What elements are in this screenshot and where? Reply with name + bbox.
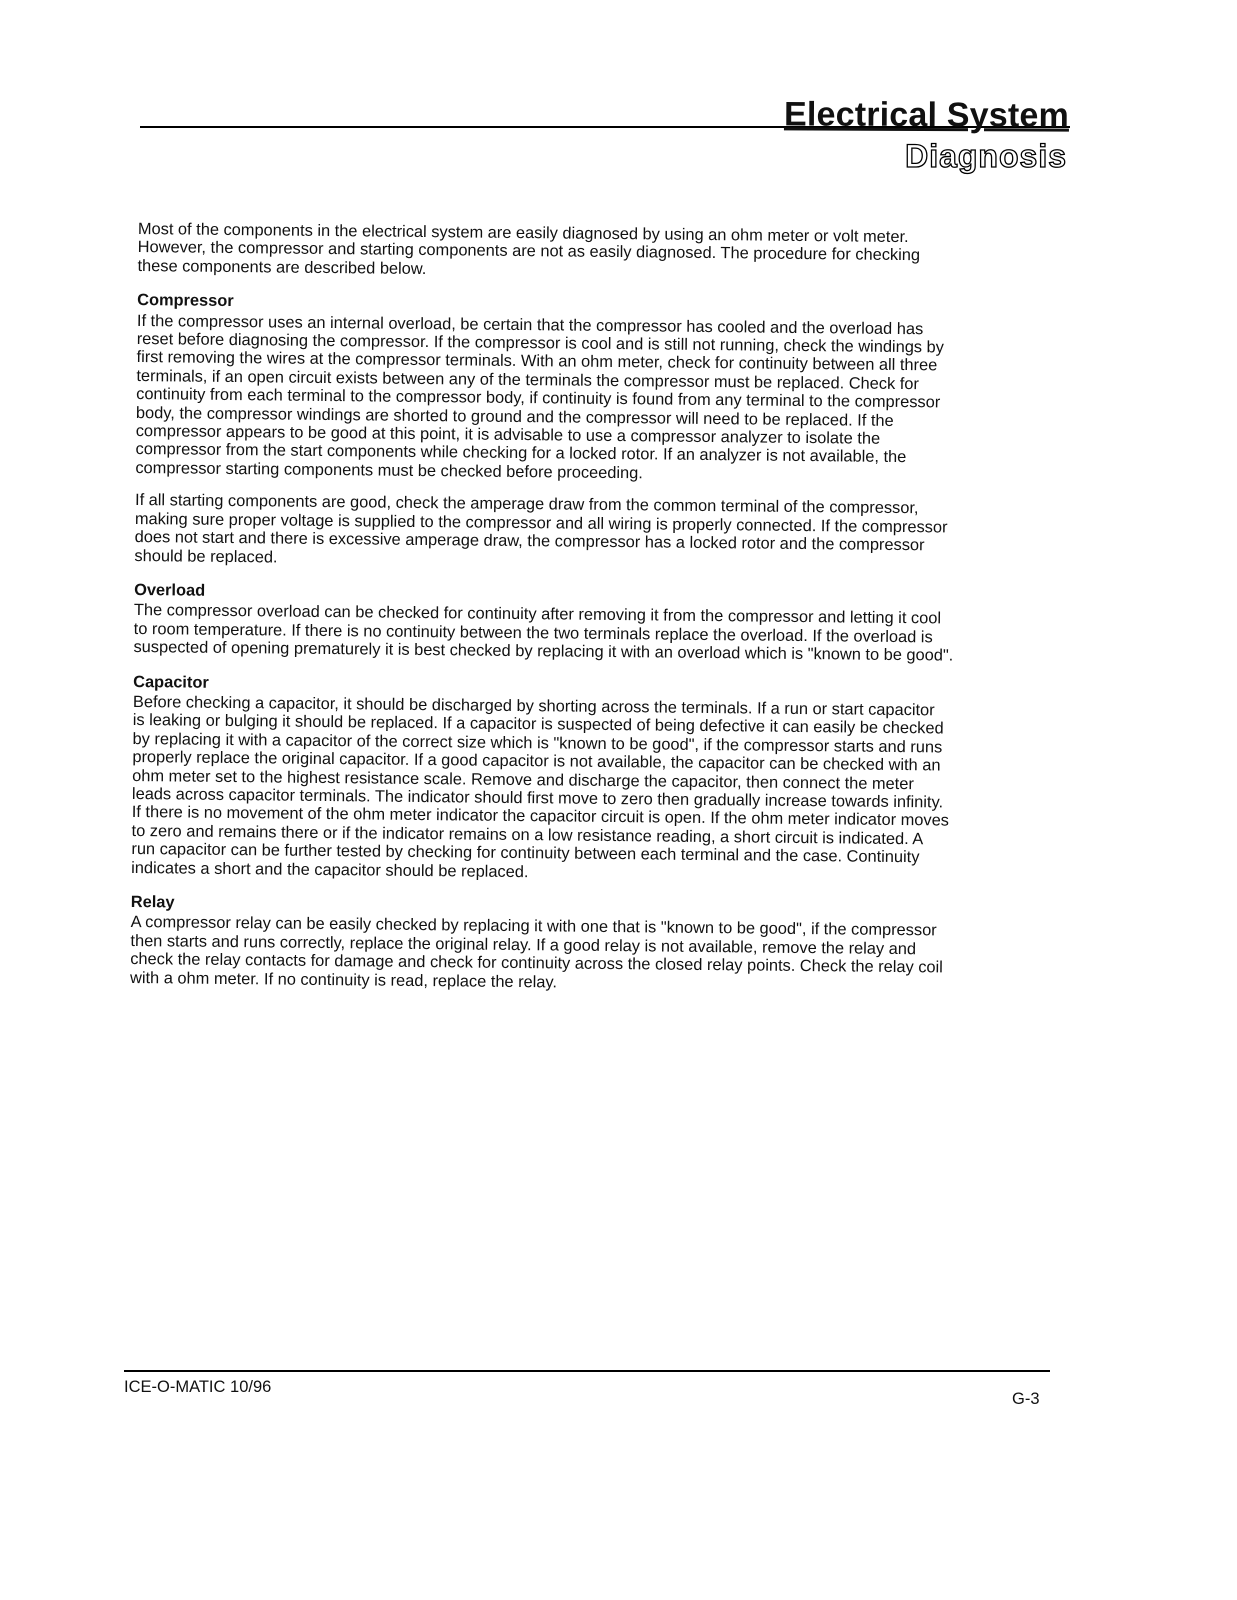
section-heading-relay: Relay xyxy=(130,892,175,912)
page-number: G-3 xyxy=(1012,1390,1040,1408)
page-title: Electrical System xyxy=(783,95,1070,135)
section-capacitor xyxy=(131,673,1053,887)
section-heading-capacitor: Capacitor xyxy=(133,672,209,692)
compressor-paragraph-1: If the compressor uses an internal overload, be certain that the compressor has cooled and the overload has reset before diagnosing the compressor. If the compressor is cool and is still not running, check the windings by first removing the wires at the compressor terminals. With an ohm meter, check for continuity between all three terminals, if an open circuit exists between any of the terminals the compressor must be replaced. Check for continuity from each terminal to the compressor body, if continuity is found from any terminal to the compressor body, the compressor windings are shorted to ground and the compressor will need to be replaced. If the compressor appears to be good at this point, it is advisable to use a compressor analyzer to isolate the compressor from the start components while checking for a locked rotor. If an analyzer is not available, the compressor starting components must be checked before proceeding. xyxy=(135,311,945,483)
relay-paragraph: A compressor relay can be easily checked by replacing it with one that is "known to be good", if the compressor then starts and runs correctly, replace the original relay. If a good relay is not available, remove the relay and check the relay contacts for damage and check for continuity across the closed relay points. Check the relay coil with a ohm meter. If no continuity is read, replace the relay. xyxy=(129,913,943,992)
body-content xyxy=(130,220,1058,1011)
footer-rule xyxy=(124,1370,1050,1372)
section-relay xyxy=(130,893,1051,997)
page-subtitle: Diagnosis xyxy=(905,138,1067,174)
section-heading-overload: Overload xyxy=(134,580,206,600)
intro-paragraph: Most of the components in the electrical system are easily diagnosed by using an ohm meter or volt meter. However, the compressor and starting components are not as easily diagnosed. The procedure for checking these components are described below. xyxy=(137,220,921,278)
capacitor-paragraph: Before checking a capacitor, it should be discharged by shorting across the terminals. If a run or start capacitor is leaking or bulging it should be replaced. If a capacitor is suspected of being defective it can easily be checked by replacing it with a capacitor of the correct size which is "known to be good", if the compressor starts and runs properly replace the original capacitor. If a good capacitor is not available, the capacitor can be checked with an ohm meter set to the highest resistance scale. Remove and discharge the capacitor, then connect the meter leads across capacitor terminals. The indicator should first move to zero then gradually increase towards infinity. If there is no movement of the ohm meter indicator the capacitor circuit is open. If the ohm meter indicator moves to zero and remains there or if the indicator remains on a low resistance reading, a short circuit is indicated. A run capacitor can be further tested by checking for continuity between each terminal and the case. Continuity indicates a short and the capacitor should be replaced. xyxy=(131,692,950,881)
footer-publisher: ICE-O-MATIC 10/96 xyxy=(124,1378,272,1396)
overload-paragraph: The compressor overload can be checked for continuity after removing it from the compressor and letting it cool to room temperature. If there is no continuity between the two terminals replace the overload. If the overload is suspected of opening prematurely it is best checked by replacing it with an overload which is "known to be good". xyxy=(133,601,954,665)
section-overload xyxy=(133,581,1054,666)
section-compressor xyxy=(134,291,1057,574)
section-heading-compressor: Compressor xyxy=(137,291,234,311)
compressor-paragraph-2: If all starting components are good, check the amperage draw from the common terminal of the compressor, making sure proper voltage is supplied to the compressor and all wiring is properly connected. If the compressor does not start and there is excessive amperage draw, the compressor has a locked rotor and the compressor should be replaced. xyxy=(134,491,948,566)
